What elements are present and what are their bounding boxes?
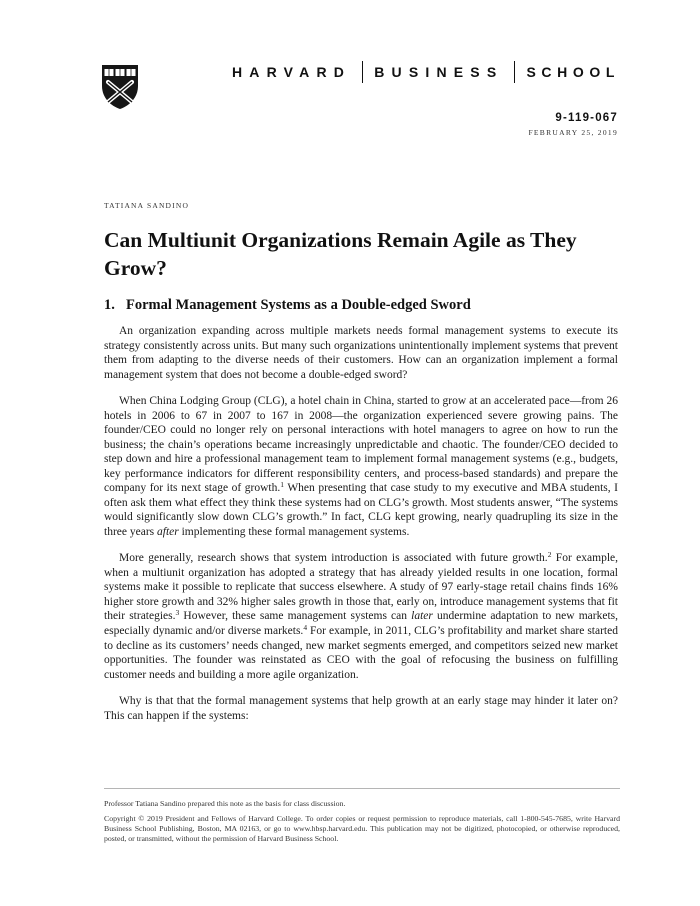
document-number: 9-119-067 <box>555 112 618 124</box>
document-title: Can Multiunit Organizations Remain Agile as They Grow? <box>104 228 577 280</box>
school-name-word-school: SCHOOL <box>526 64 620 80</box>
school-name-word-harvard: HARVARD <box>232 64 352 80</box>
school-name-header <box>232 62 620 82</box>
footer-author-note: Professor Tatiana Sandino prepared this note as the basis for class discussion. <box>104 799 346 808</box>
harvard-veritas-shield-icon <box>101 64 139 110</box>
paragraph-2: When China Lodging Group (CLG), a hotel chain in China, started to grow at an accelerated pace—from 26 hotels in 2006 to 67 in 2007 to 167 in 2008—the organization experienced severe growing pains. The founder/CEO could no longer rely on personal interactions with hotel managers to agree on how to run the business; the chain’s operations became increasingly unpredictable and chaotic. The founder/CEO decided to step down and hire a professional management team to implement formal management systems (e.g., budgets, key performance indicators for different responsibility centers, and process-based standards) and prepare the company for its next stage of growth.$^1$ When presenting that case study to my executive and MBA students, I often ask them what effect they think these systems had on CLG’s growth. Most students answer, “The systems would significantly slow down CLG’s growth.” In fact, CLG kept growing, nearly quadrupling its size in the three years after implementing these formal management systems. <box>104 394 618 538</box>
paragraph-1: An organization expanding across multiple markets needs formal management systems to execute its strategy consistently across units. But many such organizations unintentionally implement systems that prevent them from adapting to the diverse needs of their customers. How can an organization implement a formal management system that does not become a double-edged sword? <box>104 325 618 381</box>
document-date: FEBRUARY 25, 2019 <box>528 128 618 137</box>
footnote-ref: 4 <box>303 622 308 632</box>
section-title: Formal Management Systems as a Double-edged Sword <box>126 297 471 313</box>
header-divider <box>514 61 515 83</box>
footer-divider <box>104 788 620 789</box>
school-name-word-business: BUSINESS <box>374 64 504 80</box>
paragraph-4: Why is that that the formal management systems that help growth at an early stage may hinder it later on? This can happen if the systems: <box>104 694 618 722</box>
body-text <box>104 324 618 735</box>
footnote-ref: 3 <box>175 608 180 618</box>
author-name: TATIANA SANDINO <box>104 201 190 210</box>
footnote-ref: 2 <box>547 550 552 560</box>
paragraph-3: More generally, research shows that system introduction is associated with future growth.$^2$ For example, when a multiunit organization has adopted a strategy that has already yielded results in one location, formal systems make it possible to replicate that success elsewhere. A study of 97 early-stage retail chains finds 16% higher store growth and 32% higher sales growth in those that, early on, introduce management systems that fit their strategies.$^3$ However, these same management systems can later undermine adaptation to new markets, especially dynamic and/or diverse markets.$^4$ For example, in 2011, CLG’s profitability and market share started to decline as its customers’ needs changed, new market segments emerged, and competitors seized new market opportunities. The founder was reinstated as CEO with the goal of refocusing the business on fulfilling customer needs and building a more agile organization. <box>104 550 618 681</box>
section-heading <box>104 297 471 314</box>
emphasis-after: after <box>157 525 179 538</box>
header-divider <box>362 61 363 83</box>
section-number: 1. <box>104 297 115 313</box>
footnote-ref: 1 <box>280 480 284 490</box>
emphasis-later: later <box>411 610 433 623</box>
footer-copyright: Copyright © 2019 President and Fellows of Harvard College. To order copies or request permission to reproduce materials, call 1-800-545-7685, write Harvard Business School Publishing, Boston, MA 02163, or go to www.hbsp.harvard.edu. This publication may not be digitized, photocopied, or otherwise reproduced, posted, or transmitted, without the permission of Harvard Business School. <box>104 814 620 844</box>
